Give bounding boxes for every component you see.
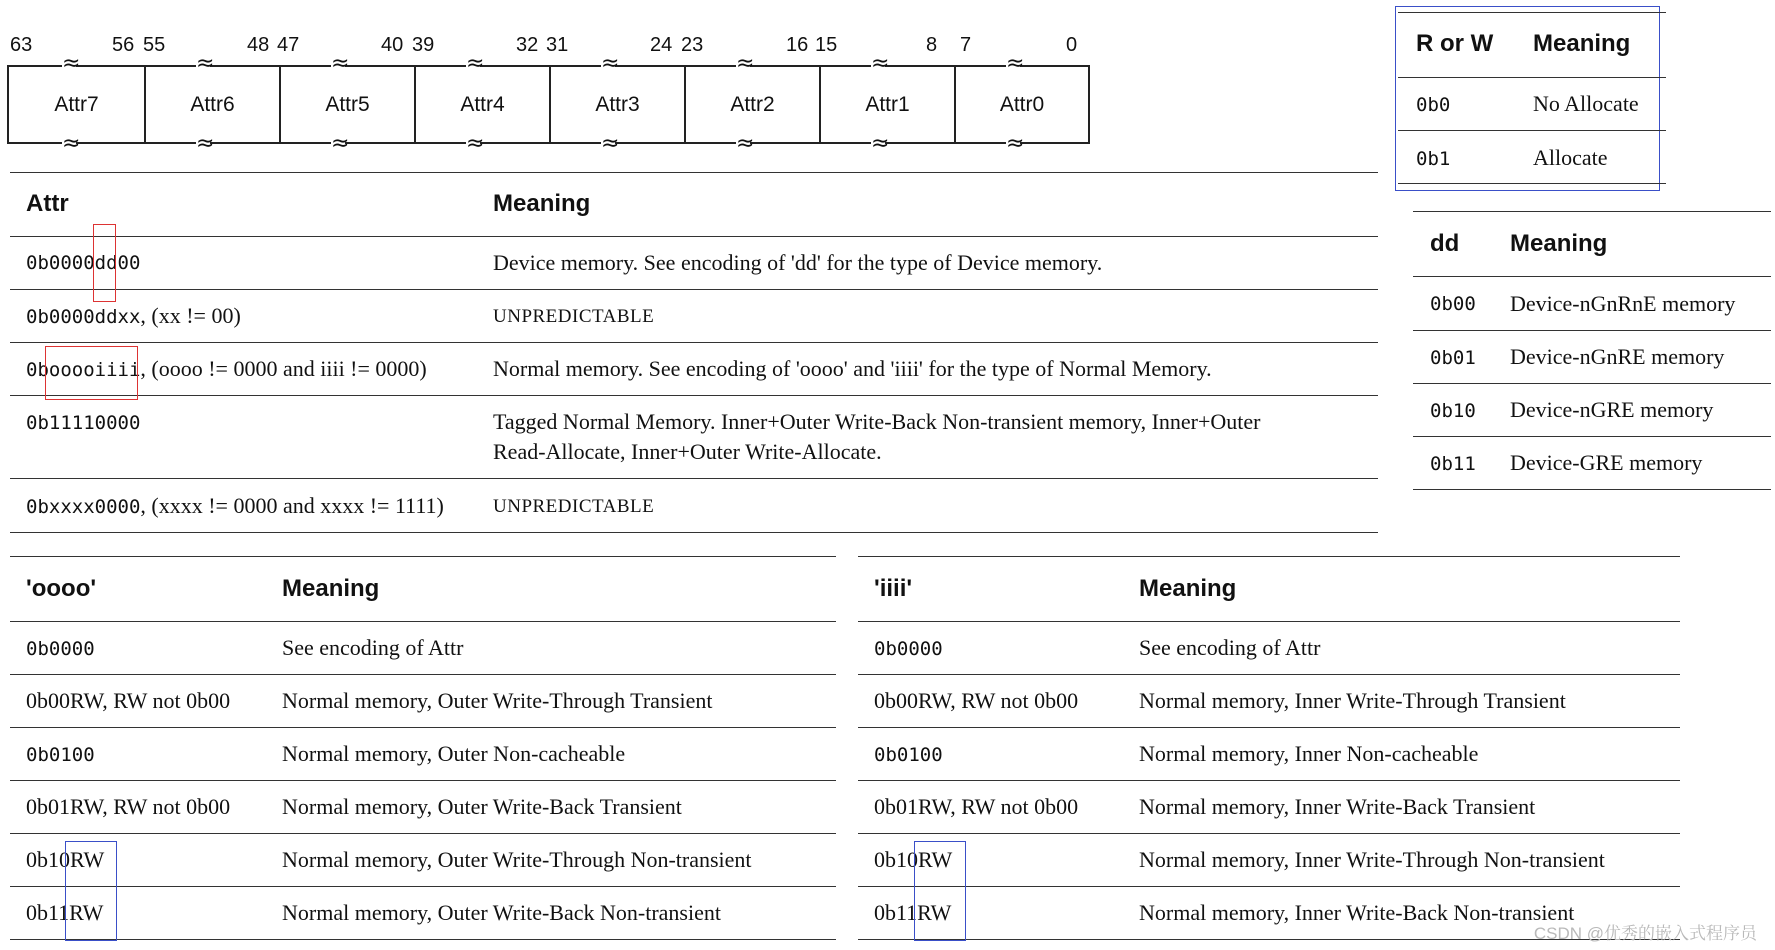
table-rule <box>10 833 836 834</box>
bit-label: 7 <box>960 34 972 56</box>
table-rule <box>10 674 836 675</box>
table-rule <box>858 674 1680 675</box>
oooo-code: 0b00RW, RW not 0b00 <box>26 688 231 713</box>
rw-bits-highlight <box>65 841 117 941</box>
table-rule <box>858 556 1680 557</box>
break-icon: ≈ <box>196 131 211 156</box>
break-icon: ≈ <box>466 51 481 76</box>
bit-label: 8 <box>926 34 938 56</box>
table-rule <box>858 886 1680 887</box>
column-header: dd <box>1430 230 1460 257</box>
break-icon: ≈ <box>196 51 211 76</box>
bit-label: 24 <box>650 34 673 56</box>
iiii-code: 0b10RW <box>874 847 953 872</box>
break-icon: ≈ <box>601 131 616 156</box>
attr3-field: Attr3 <box>549 67 684 142</box>
ooooiiii-highlight <box>45 346 138 400</box>
table-rule <box>1398 12 1666 13</box>
table-rule <box>1413 211 1771 212</box>
bit-label: 23 <box>681 34 704 56</box>
attr-meaning: Device memory. See encoding of 'dd' for the type of Device memory. <box>493 250 1103 275</box>
bit-label: 47 <box>277 34 300 56</box>
bit-label: 40 <box>381 34 404 56</box>
attr-meaning-cont: Read-Allocate, Inner+Outer Write-Allocate. <box>493 439 882 464</box>
table-rule <box>10 556 836 557</box>
column-header: 'oooo' <box>26 575 97 602</box>
oooo-code: 0b10RW <box>26 847 105 872</box>
bit-label: 63 <box>10 34 33 56</box>
table-rule <box>1413 436 1771 437</box>
iiii-code: 0b00RW, RW not 0b00 <box>874 688 1079 713</box>
bit-label: 31 <box>546 34 569 56</box>
attr-code: 0booooiiii, (oooo != 0000 and iiii != 0000) <box>26 356 427 381</box>
iiii-meaning: Normal memory, Inner Non-cacheable <box>1139 741 1479 766</box>
iiii-code: 0b0100 <box>874 744 943 766</box>
iiii-code: 0b11RW <box>874 900 952 925</box>
attr-meaning: UNPREDICTABLE <box>493 306 655 327</box>
bit-label: 48 <box>247 34 270 56</box>
oooo-meaning: Normal memory, Outer Non-cacheable <box>282 741 626 766</box>
attr5-field: Attr5 <box>279 67 414 142</box>
bit-label: 0 <box>1066 34 1078 56</box>
rw-meaning: Allocate <box>1533 145 1608 170</box>
break-icon: ≈ <box>331 51 346 76</box>
rw-code: 0b1 <box>1416 148 1451 170</box>
iiii-meaning: Normal memory, Inner Write-Through Non-transient <box>1139 847 1605 872</box>
attr-code: 0b0000dd00 <box>26 252 141 274</box>
dd-code: 0b10 <box>1430 400 1476 422</box>
table-rule <box>1413 276 1771 277</box>
table-rule <box>858 621 1680 622</box>
column-header: 'iiii' <box>874 575 913 602</box>
iiii-meaning: See encoding of Attr <box>1139 635 1321 660</box>
iiii-meaning: Normal memory, Inner Write-Back Transient <box>1139 794 1536 819</box>
attr-code: 0bxxxx0000, (xxxx != 0000 and xxxx != 1111) <box>26 493 444 518</box>
break-icon: ≈ <box>736 131 751 156</box>
table-rule <box>10 780 836 781</box>
bit-label: 15 <box>815 34 838 56</box>
register-box <box>7 65 1090 144</box>
dd-meaning: Device-nGRE memory <box>1510 397 1714 422</box>
attr4-field: Attr4 <box>414 67 549 142</box>
bit-label: 16 <box>786 34 809 56</box>
bit-label: 32 <box>516 34 539 56</box>
attr2-field: Attr2 <box>684 67 819 142</box>
table-rule <box>1413 330 1771 331</box>
dd-code: 0b00 <box>1430 293 1476 315</box>
dd-code: 0b01 <box>1430 347 1476 369</box>
iiii-meaning: Normal memory, Inner Write-Back Non-transient <box>1139 900 1575 925</box>
break-icon: ≈ <box>871 131 886 156</box>
table-rule <box>10 939 836 940</box>
dd-code: 0b11 <box>1430 453 1476 475</box>
table-rule <box>10 621 836 622</box>
attr7-field: Attr7 <box>54 92 99 116</box>
table-rule <box>858 727 1680 728</box>
break-icon: ≈ <box>871 51 886 76</box>
oooo-meaning: See encoding of Attr <box>282 635 464 660</box>
bit-label: 55 <box>143 34 166 56</box>
table-rule <box>1398 77 1666 78</box>
dd-meaning: Device-nGnRnE memory <box>1510 291 1736 316</box>
oooo-code: 0b11RW <box>26 900 104 925</box>
attr0-field: Attr0 <box>954 67 1088 142</box>
column-header: Attr <box>26 190 69 217</box>
bit-label: 56 <box>112 34 135 56</box>
table-rule <box>1413 489 1771 490</box>
oooo-meaning: Normal memory, Outer Write-Back Transient <box>282 794 682 819</box>
table-rule <box>10 886 836 887</box>
table-rule <box>858 780 1680 781</box>
oooo-code: 0b0000 <box>26 638 95 660</box>
bit-label: 39 <box>412 34 435 56</box>
column-header: Meaning <box>1510 230 1608 257</box>
table-rule <box>1413 383 1771 384</box>
table-rule <box>10 727 836 728</box>
dd-meaning: Device-GRE memory <box>1510 450 1703 475</box>
attr-meaning: Normal memory. See encoding of 'oooo' and 'iiii' for the type of Normal Memory. <box>493 356 1212 381</box>
break-icon: ≈ <box>601 51 616 76</box>
table-rule <box>10 395 1378 396</box>
column-header: Meaning <box>282 575 380 602</box>
break-icon: ≈ <box>466 131 481 156</box>
iiii-code: 0b01RW, RW not 0b00 <box>874 794 1079 819</box>
attr-code: 0b0000ddxx, (xx != 00) <box>26 303 241 328</box>
column-header: Meaning <box>493 190 591 217</box>
break-icon: ≈ <box>736 51 751 76</box>
table-rule <box>10 532 1378 533</box>
rw-code: 0b0 <box>1416 94 1451 116</box>
attr-code: 0b11110000 <box>26 412 141 434</box>
break-icon: ≈ <box>1006 51 1021 76</box>
table-rule <box>1398 130 1666 131</box>
oooo-code: 0b0100 <box>26 744 95 766</box>
break-icon: ≈ <box>62 131 77 156</box>
column-header: Meaning <box>1139 575 1237 602</box>
oooo-code: 0b01RW, RW not 0b00 <box>26 794 231 819</box>
attr1-field: Attr1 <box>819 67 954 142</box>
attr6-field: Attr6 <box>144 67 279 142</box>
rw-meaning: No Allocate <box>1533 91 1639 116</box>
dd-highlight <box>93 224 116 302</box>
watermark: CSDN @优秀的嵌入式程序员 <box>1533 924 1757 943</box>
table-rule <box>10 236 1378 237</box>
dd-meaning: Device-nGnRE memory <box>1510 344 1725 369</box>
break-icon: ≈ <box>1006 131 1021 156</box>
iiii-code: 0b0000 <box>874 638 943 660</box>
iiii-meaning: Normal memory, Inner Write-Through Transient <box>1139 688 1566 713</box>
table-rule <box>10 478 1378 479</box>
break-icon: ≈ <box>331 131 346 156</box>
oooo-meaning: Normal memory, Outer Write-Through Non-transient <box>282 847 752 872</box>
oooo-meaning: Normal memory, Outer Write-Back Non-transient <box>282 900 721 925</box>
column-header: R or W <box>1416 30 1494 57</box>
attr-meaning: UNPREDICTABLE <box>493 496 655 517</box>
oooo-meaning: Normal memory, Outer Write-Through Transient <box>282 688 713 713</box>
rw-bits-highlight <box>914 841 966 941</box>
table-rule <box>10 342 1378 343</box>
table-rule <box>1398 183 1666 184</box>
attr-meaning: Tagged Normal Memory. Inner+Outer Write-Back Non-transient memory, Inner+Outer <box>493 409 1261 434</box>
table-rule <box>10 172 1378 173</box>
table-rule <box>10 289 1378 290</box>
column-header: Meaning <box>1533 30 1631 57</box>
break-icon: ≈ <box>62 51 77 76</box>
table-rule <box>858 833 1680 834</box>
